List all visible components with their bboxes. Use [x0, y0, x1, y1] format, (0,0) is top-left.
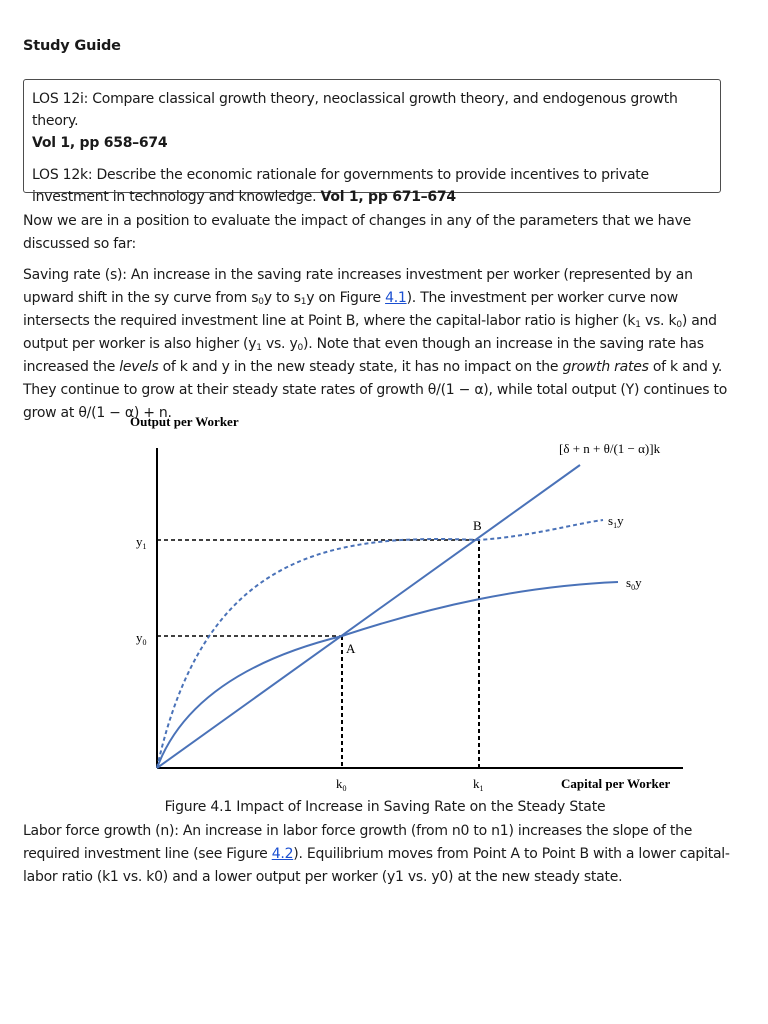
labor-force-paragraph: Labor force growth (n): An increase in labor force growth (from n0 to n1) increases the slope of the required investment line (see Figure 4.2). Equilibrium moves from Point A to Point B with a lower capital-labor ratio (k1 vs. k0) and a lower output per worker (y1 vs. y0) at the new steady state. — [23, 823, 730, 885]
section-heading: Study Guide — [23, 38, 121, 54]
los-ref-12k: Vol 1, pp 671–674 — [320, 189, 456, 205]
intro-paragraph: Now we are in a position to evaluate the impact of changes in any of the parameters that we have discussed so far: — [23, 213, 692, 252]
figure-steady-state-chart — [103, 408, 683, 800]
s1y-label: $s_1y$ — [608, 513, 624, 530]
y0-tick-label: $y_0$ — [136, 630, 147, 647]
chart-svg — [103, 408, 683, 800]
k1-tick-label: $k_1$ — [473, 776, 484, 793]
figure-4-1-link[interactable]: 4.1 — [385, 290, 407, 306]
los-item-12k: LOS 12k: Describe the economic rationale for governments to provide incentives to private investment in technology and knowledge. Vol 1, pp 671–674 — [32, 167, 649, 205]
x-axis-title: Capital per Worker — [561, 776, 671, 791]
saving-rate-paragraph: Saving rate (s): An increase in the saving rate increases investment per worker (represented by an upward shift in the sy curve from $s_0y$ to $s_1y$ on Figure 4.1). The investment per worker curve now intersects the required investment line at Point B, where the capital-labor ratio is higher ($k_1$ vs. $k_0$) and output per worker is also higher ($y_1$ vs. $y_0$). Note that even though an increase in the saving rate has increased the levels of k and y in the new steady state, it has no impact on the growth rates of k and y. They continue to grow at their steady state rates of growth θ/(1 − α), while total output (Y) continues to grow at θ/(1 − α) + n. — [23, 267, 728, 421]
required-investment-label: [δ + n + θ/(1 − α)]k — [559, 441, 661, 456]
y1-tick-label: $y_1$ — [136, 534, 147, 551]
figure-caption: Figure 4.1 Impact of Increase in Saving Rate on the Steady State — [164, 799, 606, 815]
point-a-label: A — [346, 641, 356, 656]
los-ref-12i: Vol 1, pp 658–674 — [32, 135, 168, 151]
k0-tick-label: $k_0$ — [336, 776, 347, 793]
figure-4-2-link[interactable]: 4.2 — [271, 846, 294, 862]
s0y-label: $s_0y$ — [626, 575, 642, 592]
los-box — [23, 79, 721, 205]
point-b-label: B — [473, 518, 482, 533]
s0y-curve — [157, 582, 618, 768]
los-item-12i: LOS 12i: Compare classical growth theory, neoclassical growth theory, and endogenous growth theory. Vol 1, pp 658–674 — [32, 91, 678, 151]
s1y-curve — [157, 520, 603, 768]
y-axis-title: Output per Worker — [130, 414, 239, 429]
required-investment-line — [157, 465, 580, 768]
